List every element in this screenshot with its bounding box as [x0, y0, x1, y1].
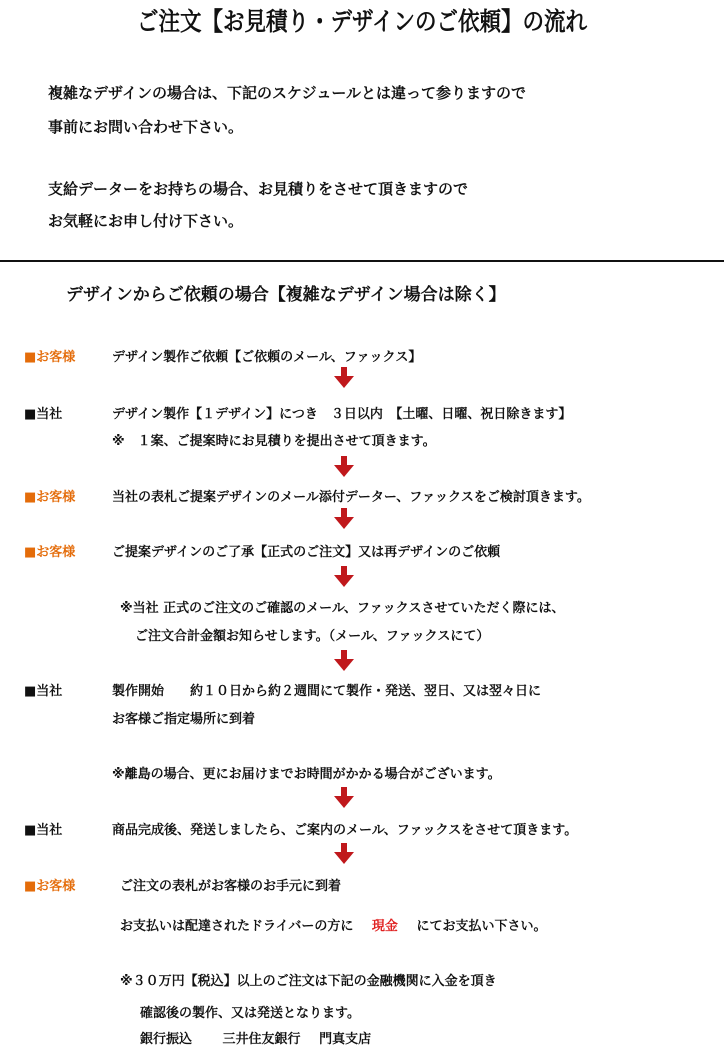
party-company: ■当社 [24, 684, 63, 699]
bank-transfer: 銀行振込 [140, 1032, 193, 1047]
arrow-down-icon [333, 508, 355, 530]
step-7: ご注文の表札がお客様のお手元に到着 [120, 879, 342, 894]
step-4-note-1: ※当社 正式のご注文のご確認のメール、ファックスさせていただく際には、 [120, 601, 565, 616]
bank-line [140, 1028, 371, 1047]
arrow-down-icon [333, 566, 355, 588]
bank-name: 三井住友銀行 [222, 1032, 301, 1047]
intro-line-2: 事前にお問い合わせ下さい。 [48, 118, 244, 136]
step-4-note-2: ご注文合計金額お知らせします。（メール、ファックスにて） [135, 629, 490, 644]
step-2-note: ※ １案、ご提案時にお見積りを提出させて頂きます。 [112, 434, 436, 449]
bank-branch: 門真支店 [319, 1032, 372, 1047]
payment-text-a: お支払いは配達されたドライバーの方に [120, 919, 354, 934]
note-300k-2: 確認後の製作、又は発送となります。 [140, 1006, 360, 1021]
party-company: ■当社 [24, 823, 63, 838]
section-heading: デザインからご依頼の場合【複雑なデザイン場合は除く】 [66, 285, 506, 305]
payment-cash: 現金 [371, 919, 398, 934]
page-title: ご注文【お見積り・デザインのご依頼】の流れ [136, 7, 587, 36]
arrow-down-icon [333, 843, 355, 865]
note-300k-1: ※３０万円【税込】以上のご注文は下記の金融機関に入金を頂き [120, 974, 497, 989]
step-4: ご提案デザインのご了承【正式のご注文】又は再デザインのご依頼 [112, 545, 501, 560]
party-customer: ■お客様 [24, 545, 76, 560]
step-1: デザイン製作ご依頼【ご依頼のメール、ファックス】 [112, 350, 422, 365]
step-5: 製作開始 約１０日から約２週間にて製作・発送、翌日、又は翌々日に [112, 684, 542, 699]
arrow-down-icon [333, 367, 355, 389]
arrow-down-icon [333, 650, 355, 672]
step-6: 商品完成後、発送しましたら、ご案内のメール、ファックスをさせて頂きます。 [112, 823, 578, 838]
intro-line-3: 支給データーをお持ちの場合、お見積りをさせて頂きますので [48, 180, 469, 198]
party-company: ■当社 [24, 407, 63, 422]
party-customer: ■お客様 [24, 490, 76, 505]
payment-text-b: にてお支払い下さい。 [416, 919, 547, 934]
party-customer: ■お客様 [24, 879, 76, 894]
arrow-down-icon [333, 456, 355, 478]
step-5-note: ※離島の場合、更にお届けまでお時間がかかる場合がございます。 [112, 767, 501, 782]
step-3: 当社の表札ご提案デザインのメール添付データー、ファックスをご検討頂きます。 [112, 490, 590, 505]
payment-line [120, 915, 546, 934]
intro-line-4: お気軽にお申し付け下さい。 [48, 212, 244, 230]
divider [0, 260, 724, 262]
step-2: デザイン製作【１デザイン】につき ３日以内 【土曜、日曜、祝日除きます】 [112, 407, 572, 422]
step-5-line-2: お客様ご指定場所に到着 [112, 712, 256, 727]
party-customer: ■お客様 [24, 350, 76, 365]
intro-line-1: 複雑なデザインの場合は、下記のスケジュールとは違って参りますので [48, 84, 527, 102]
arrow-down-icon [333, 787, 355, 809]
